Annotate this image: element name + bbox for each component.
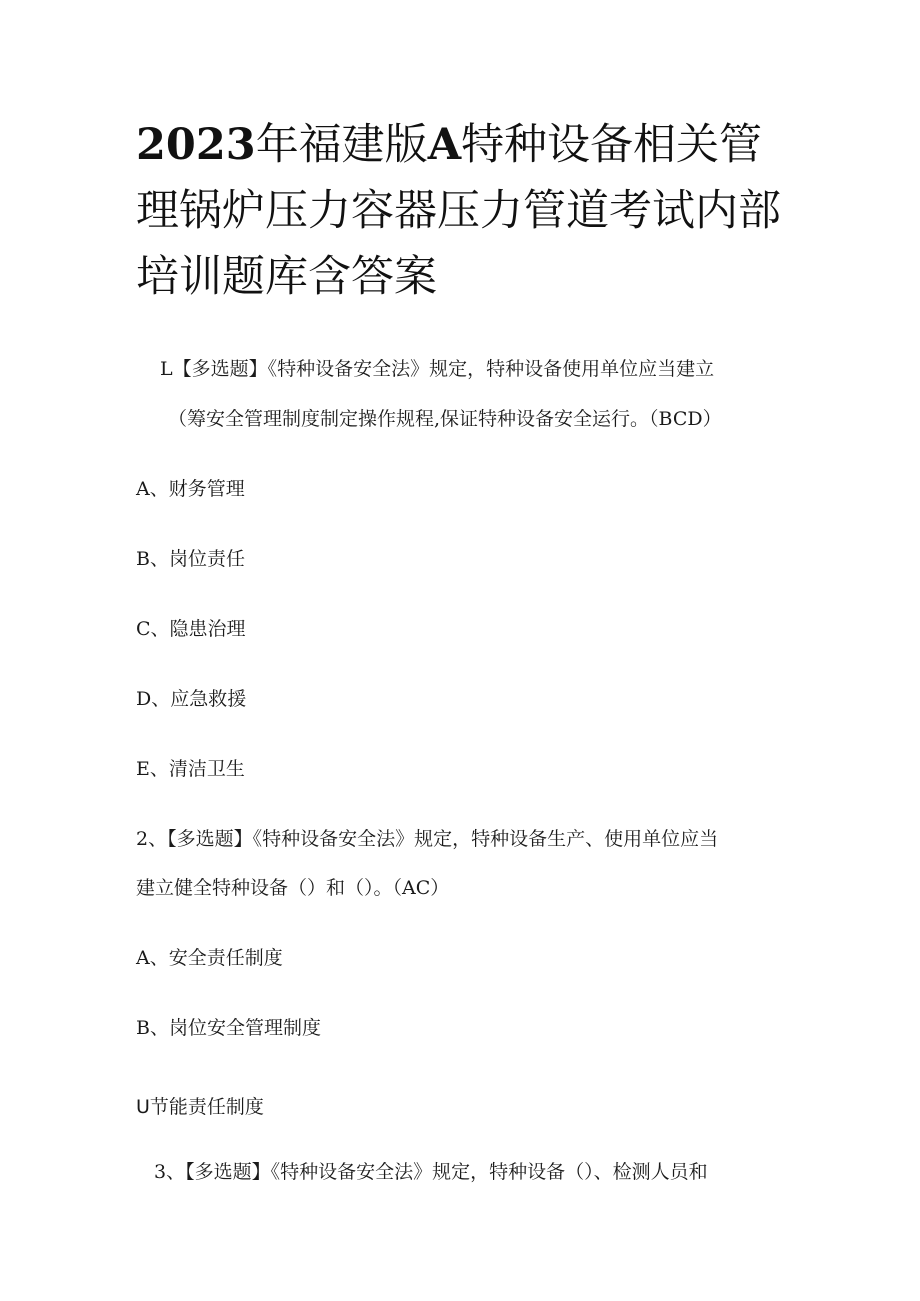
title-part1: 年福建版 bbox=[255, 120, 428, 170]
question-2-line-1: 2、【多选题】《特种设备安全法》规定，特种设备生产、使用单位应当 bbox=[136, 828, 719, 850]
question-1-line-2: （筹安全管理制度制定操作规程,保证特种设备安全运行。（BCD） bbox=[168, 408, 722, 430]
question-1-option-d: D、应急救援 bbox=[136, 688, 247, 710]
question-2-option-a: A、安全责任制度 bbox=[136, 947, 283, 969]
question-3-line-1: 3、【多选题】《特种设备安全法》规定，特种设备（）、检测人员和 bbox=[154, 1161, 708, 1183]
document-title bbox=[136, 112, 786, 310]
question-1-line-1: L【多选题】《特种设备安全法》规定，特种设备使用单位应当建立 bbox=[160, 358, 715, 380]
title-part2: 特种设备相关管理锅炉压力容器压力管道考试内部培训题库含答案 bbox=[136, 120, 781, 302]
question-1-option-c: C、隐患治理 bbox=[136, 618, 246, 640]
question-1-option-b: B、岗位责任 bbox=[136, 548, 245, 570]
question-1-option-a: A、财务管理 bbox=[136, 478, 245, 500]
question-2-option-b: B、岗位安全管理制度 bbox=[136, 1017, 321, 1039]
question-1-option-e: E、清洁卫生 bbox=[136, 758, 245, 780]
title-letter: A bbox=[427, 120, 462, 170]
question-2-line-2: 建立健全特种设备（）和（）。（AC） bbox=[136, 877, 450, 899]
title-year: 2023 bbox=[136, 120, 256, 170]
question-2-option-c: U节能责任制度 bbox=[136, 1096, 264, 1118]
